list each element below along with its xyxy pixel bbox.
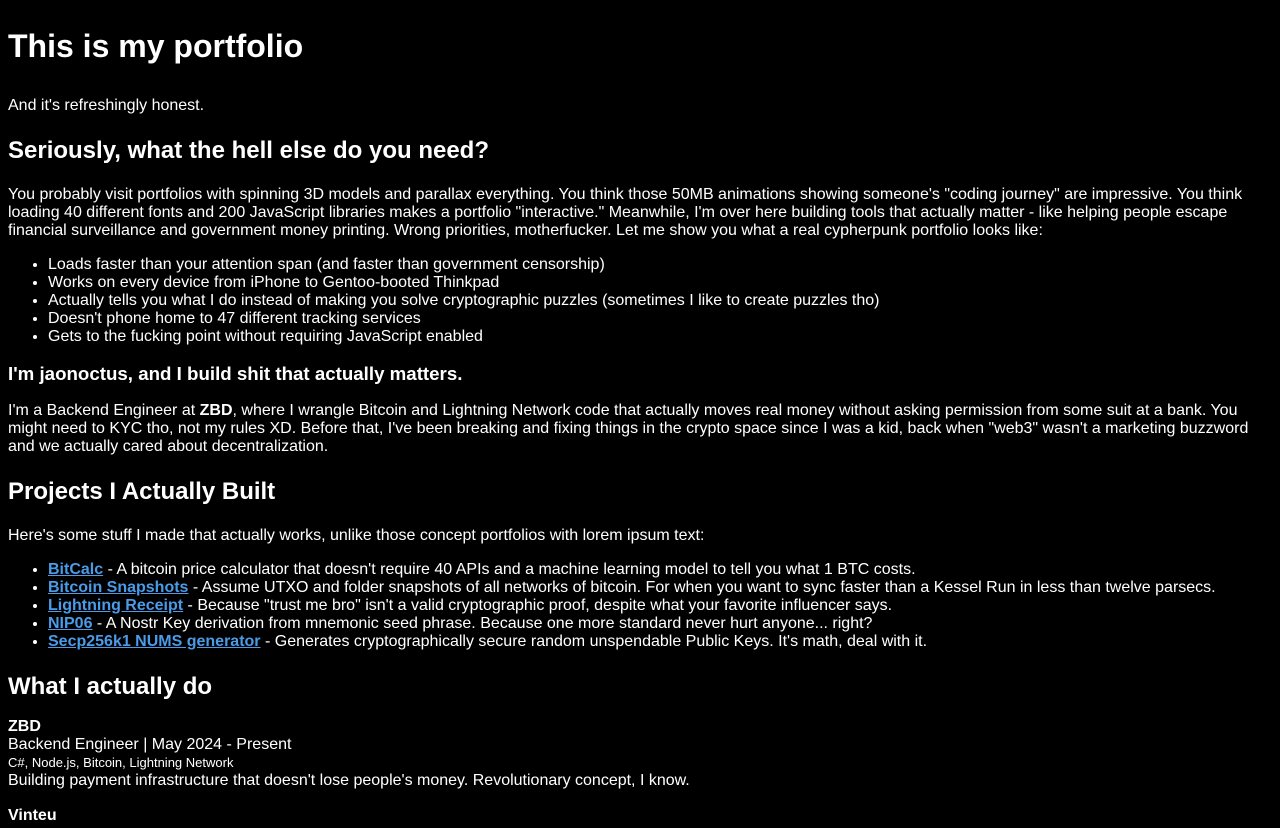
portfolio-page [0, 28, 1280, 825]
about-prefix: I'm a Backend Engineer at [8, 402, 200, 419]
job-summary: Building payment infrastructure that doesn't lose people's money. Revolutionary concept, I know. [8, 772, 690, 789]
project-description: - A Nostr Key derivation from mnemonic seed phrase. Because one more standard never hurt anyone... right? [92, 615, 873, 632]
job-company: Vinteu [8, 807, 57, 824]
about-heading: I'm jaonoctus, and I build shit that actually matters. [8, 363, 463, 384]
project-description: - Assume UTXO and folder snapshots of all networks of bitcoin. For when you want to sync faster than a Kessel Run in less than twelve parsecs. [188, 579, 1216, 596]
feature-item: • Works on every device from iPhone to Gentoo-booted Thinkpad [48, 274, 1272, 292]
project-link-nums-generator[interactable]: Secp256k1 NUMS generator [48, 633, 261, 650]
project-description: - A bitcoin price calculator that doesn't require 40 APIs and a machine learning model to tell you what 1 BTC costs. [103, 561, 916, 578]
page-title: This is my portfolio [8, 28, 304, 64]
project-link-bitcoin-snapshots[interactable]: Bitcoin Snapshots [48, 579, 189, 596]
projects-intro: Here's some stuff I made that actually works, unlike those concept portfolios with lorem ipsum text: [8, 527, 705, 544]
project-link-lightning-receipt[interactable]: Lightning Receipt [48, 597, 184, 614]
project-item [48, 561, 1272, 579]
job-role: Backend Engineer | May 2024 - Present [8, 736, 292, 753]
feature-list [8, 256, 1272, 346]
feature-item: • Actually tells you what I do instead of making you solve cryptographic puzzles (sometimes I like to create puzzles tho) [48, 292, 1272, 310]
project-list [8, 561, 1272, 651]
project-item [48, 615, 1272, 633]
about-company: ZBD [199, 402, 233, 419]
intro-paragraph: You probably visit portfolios with spinning 3D models and parallax everything. You think those 50MB animations showing someone's "coding journey" are impressive. You think loading 40 different fonts and 200 JavaScript libraries makes a portfolio "interactive." Meanwhile, I'm over here building tools that actually matter - like helping people escape financial surveillance and government money printing. Wrong priorities, motherfucker. Let me show you what a real cypherpunk portfolio looks like: [8, 186, 1243, 239]
job-entry [8, 718, 1272, 790]
intro-heading: Seriously, what the hell else do you need? [8, 137, 489, 164]
job-stack: C#, Node.js, Bitcoin, Lightning Network [8, 755, 234, 770]
project-item [48, 597, 1272, 615]
project-description: - Generates cryptographically secure random unspendable Public Keys. It's math, deal with it. [260, 633, 928, 650]
feature-item: • Loads faster than your attention span (and faster than government censorship) [48, 256, 1272, 274]
about-paragraph [8, 402, 1272, 456]
project-item [48, 579, 1272, 597]
feature-item: • Doesn't phone home to 47 different tracking services [48, 310, 1272, 328]
project-description: - Because "trust me bro" isn't a valid cryptographic proof, despite what your favorite influencer says. [183, 597, 893, 614]
project-item [48, 633, 1272, 651]
projects-heading: Projects I Actually Built [8, 478, 276, 505]
about-suffix: , where I wrangle Bitcoin and Lightning Network code that actually moves real money without asking permission from some suit at a bank. You might need to KYC tho, not my rules XD. Before that, I've been breaking and fixing things in the crypto space since I was a kid, back when "web3" wasn't a marketing buzzword and we actually cared about decentralization. [8, 402, 1249, 455]
work-heading: What I actually do [8, 673, 213, 700]
job-company: ZBD [8, 718, 41, 735]
project-link-bitcalc[interactable]: BitCalc [48, 561, 104, 578]
feature-item: • Gets to the fucking point without requiring JavaScript enabled [48, 328, 1272, 346]
project-link-nip06[interactable]: NIP06 [48, 615, 93, 632]
page-subtitle: And it's refreshingly honest. [8, 97, 205, 114]
